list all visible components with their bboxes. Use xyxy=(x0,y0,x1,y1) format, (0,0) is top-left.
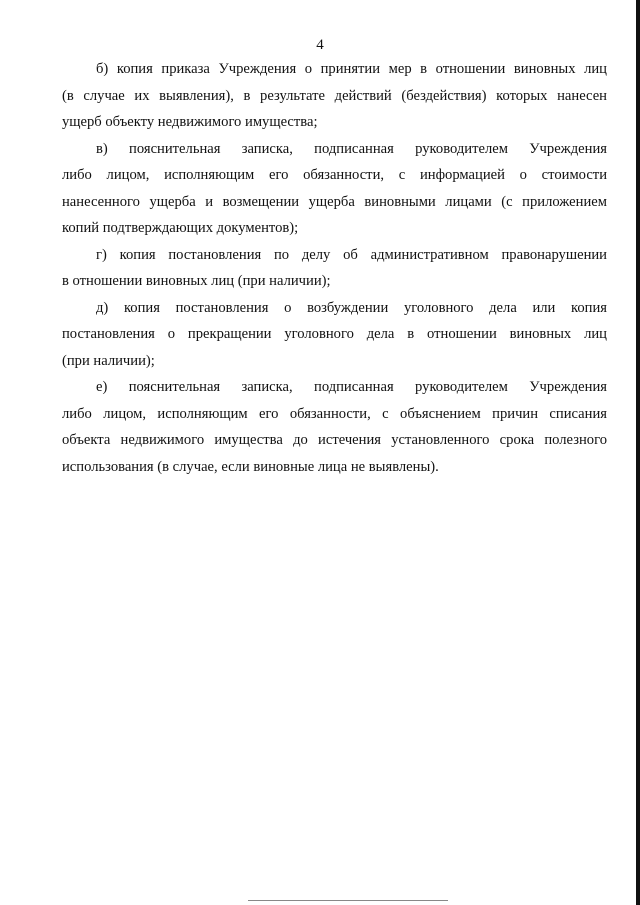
text-line: объекта недвижимого имущества до истечения установленного срока полезного xyxy=(62,432,607,448)
document-body xyxy=(62,56,607,480)
paragraph-g xyxy=(62,242,607,295)
text-line: е) пояснительная записка, подписанная руководителем Учреждения xyxy=(96,379,607,395)
text-line: в) пояснительная записка, подписанная руководителем Учреждения xyxy=(96,140,607,157)
text-line: нанесенного ущерба и возмещении ущерба виновными лицами (с приложением xyxy=(62,193,607,210)
paragraph-e xyxy=(62,374,607,480)
text-line: г) копия постановления по делу об административном правонарушении xyxy=(96,246,607,263)
text-line: (при наличии); xyxy=(62,352,155,369)
text-line: либо лицом, исполняющим его обязанности, с информацией о стоимости xyxy=(62,167,607,183)
paragraph-v xyxy=(62,136,607,242)
page-number: 4 xyxy=(316,37,324,53)
text-line: в отношении виновных лиц (при наличии); xyxy=(62,273,331,289)
text-line: постановления о прекращении уголовного дела в отношении виновных лиц xyxy=(62,326,607,342)
scan-artifact-line xyxy=(248,900,448,901)
text-line: ущерб объекту недвижимого имущества; xyxy=(62,114,318,130)
text-line: б) копия приказа Учреждения о принятии мер в отношении виновных лиц xyxy=(96,61,607,77)
text-line: (в случае их выявления), в результате действий (бездействия) которых нанесен xyxy=(62,87,607,104)
text-line: д) копия постановления о возбуждении уголовного дела или копия xyxy=(96,299,607,316)
scan-edge xyxy=(636,0,640,905)
text-line: использования (в случае, если виновные лица не выявлены). xyxy=(62,458,439,475)
paragraph-d xyxy=(62,295,607,375)
text-line: копий подтверждающих документов); xyxy=(62,220,299,236)
paragraph-b xyxy=(62,56,607,136)
text-line: либо лицом, исполняющим его обязанности, с объяснением причин списания xyxy=(62,405,607,422)
